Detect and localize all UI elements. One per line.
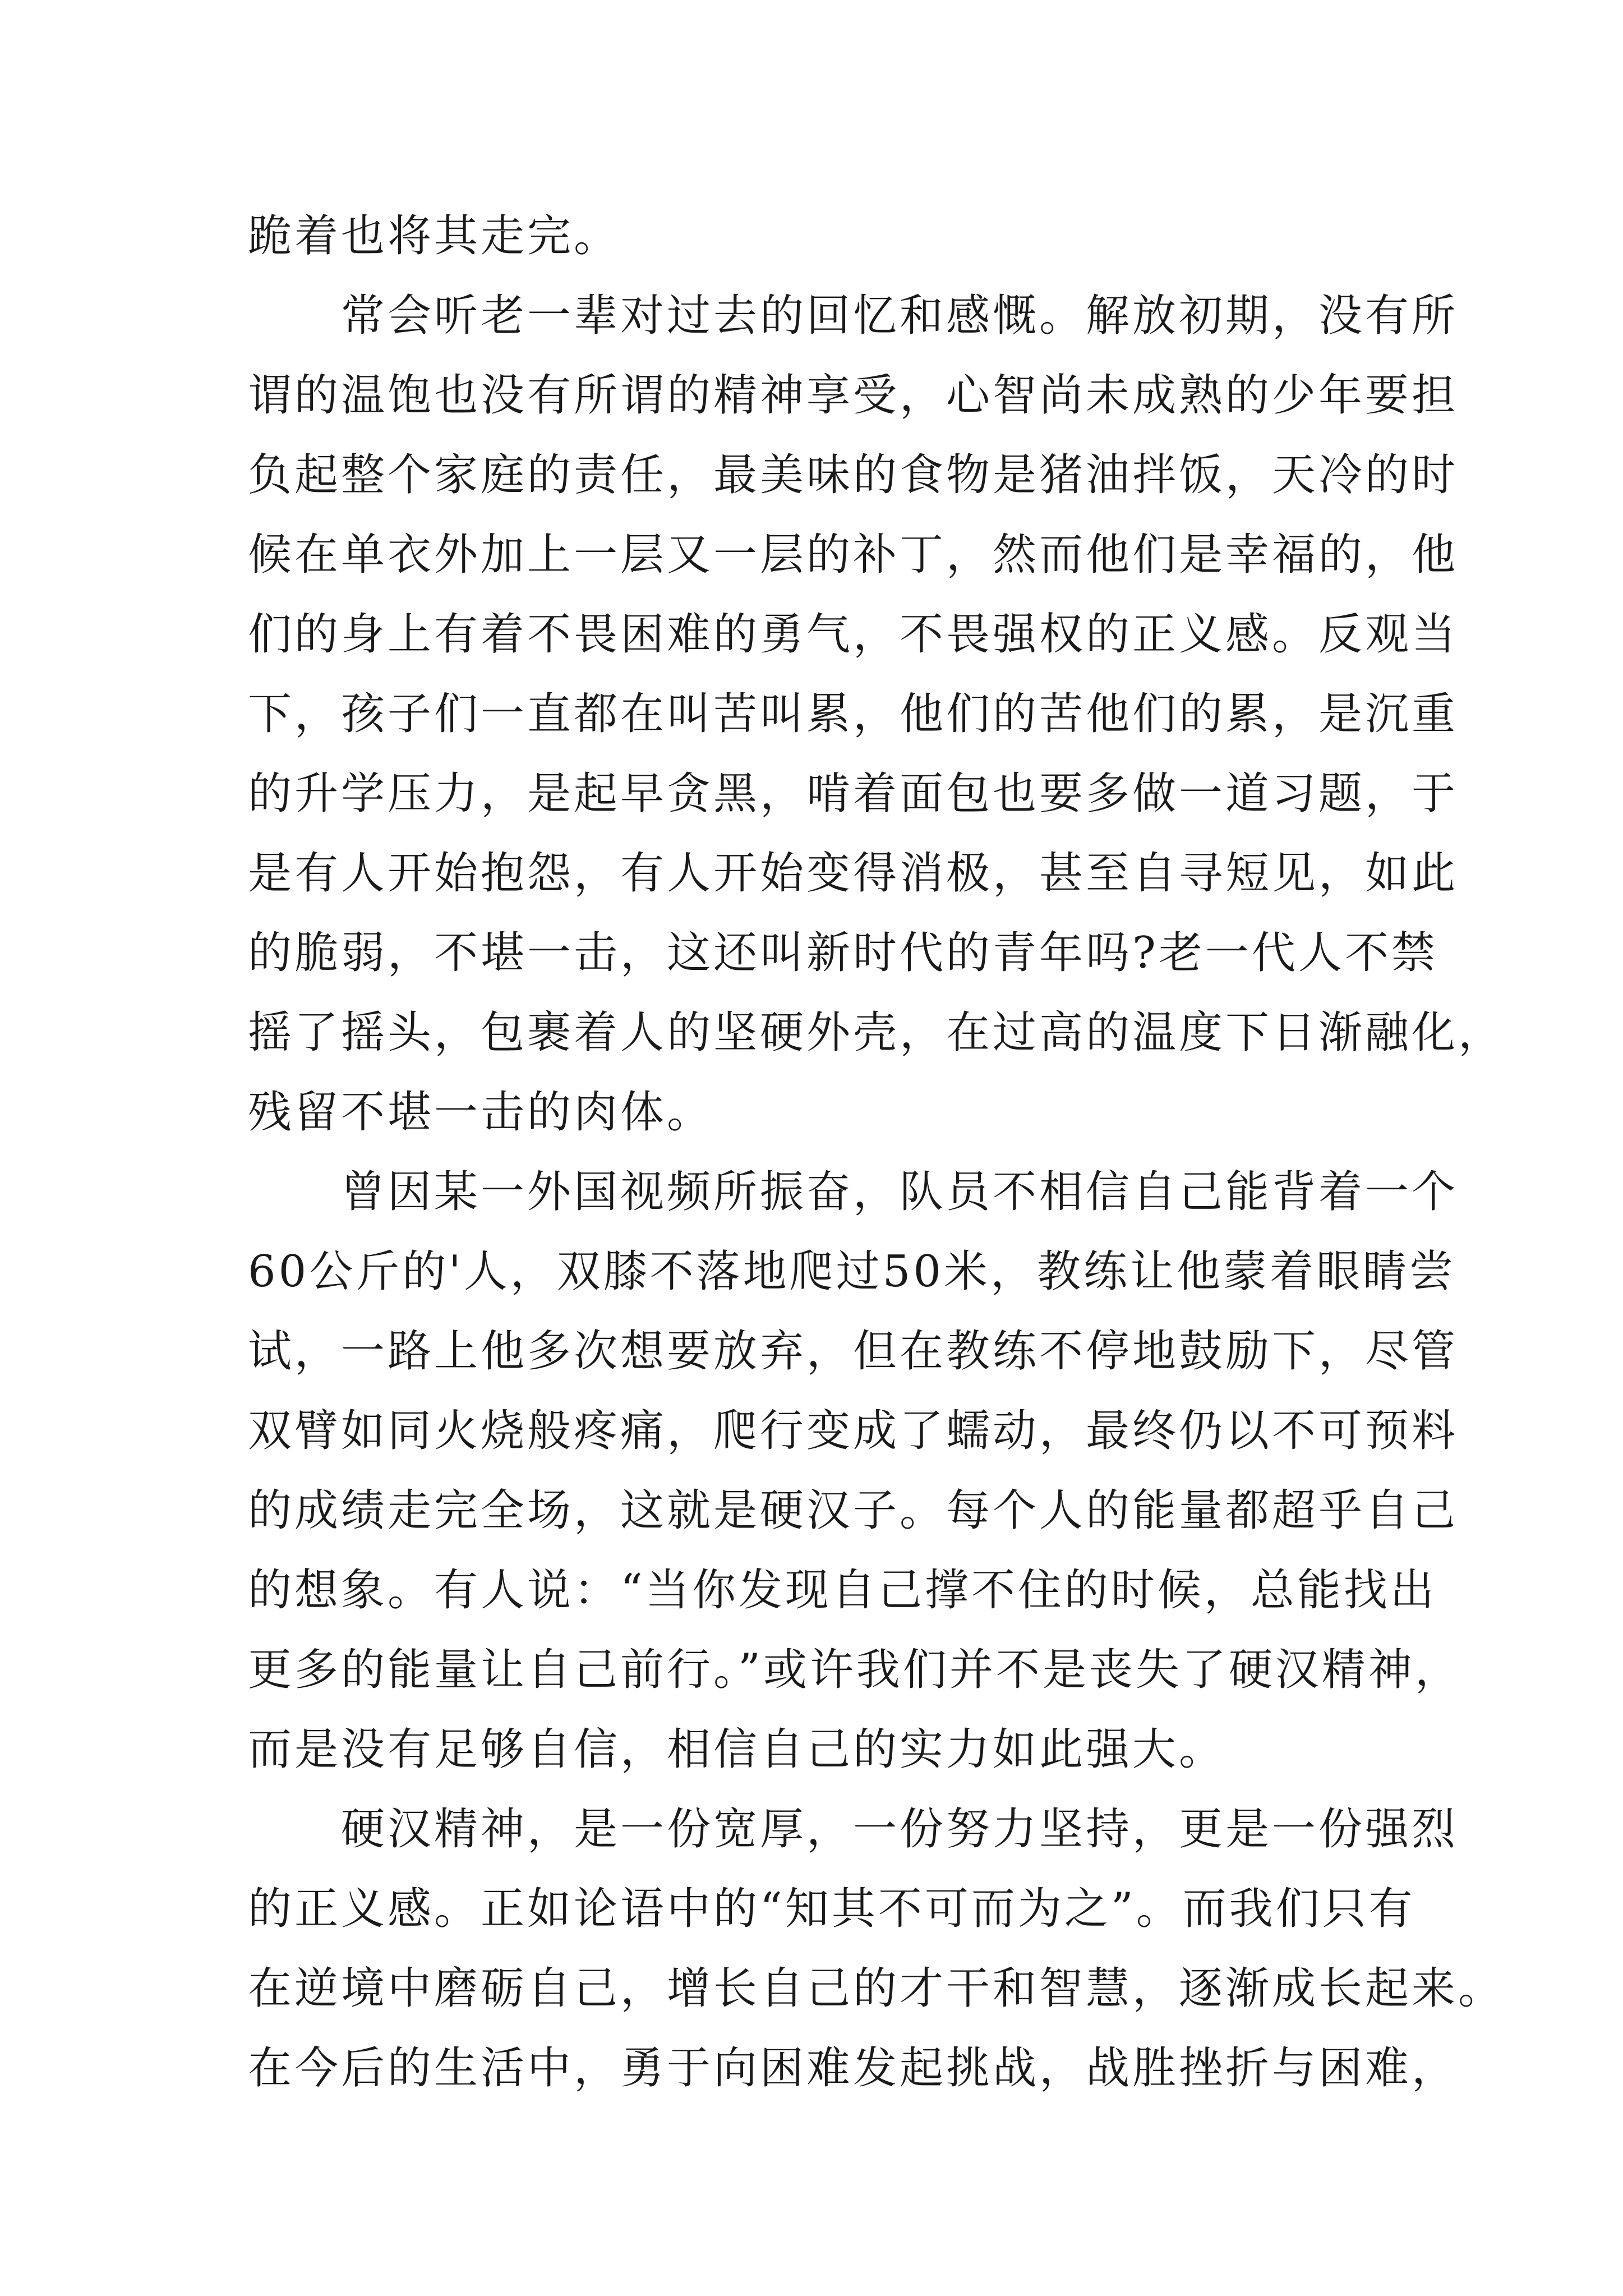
text-line: 而是没有足够自信，相信自己的实力如此强大。: [248, 1724, 1226, 1775]
text-line: 候在单衣外加上一层又一层的补丁，然而他们是幸福的，他: [248, 530, 1459, 580]
text-line: 摇了摇头，包裹着人的坚硬外壳，在过高的温度下日渐融化，: [248, 1007, 1505, 1058]
text-line: 60公斤的'人，双膝不落地爬过50米，教练让他蒙着眼睛尝: [248, 1246, 1456, 1297]
text-line: 谓的温饱也没有所谓的精神享受，心智尚未成熟的少年要担: [248, 370, 1459, 421]
text-line: 负起整个家庭的责任，最美味的食物是猪油拌饭，天冷的时: [248, 450, 1459, 500]
text-line: 下，孩子们一直都在叫苦叫累，他们的苦他们的累，是沉重: [248, 689, 1459, 739]
text-line: 的成绩走完全场，这就是硬汉子。每个人的能量都超乎自己: [248, 1485, 1459, 1536]
text-line: 试，一路上他多次想要放弃，但在教练不停地鼓励下，尽管: [248, 1326, 1459, 1377]
text-line: 双臂如同火烧般疼痛，爬行变成了蠕动，最终仍以不可预料: [248, 1406, 1459, 1456]
text-line: 的想象。有人说：“当你发现自己撑不住的时候，总能找出: [248, 1565, 1437, 1616]
text-line: 是有人开始抱怨，有人开始变得消极，甚至自寻短见，如此: [248, 848, 1459, 899]
text-line: 在逆境中磨砺自己，增长自己的才干和智慧，逐渐成长起来。: [248, 1963, 1505, 2014]
text-line: 们的身上有着不畏困难的勇气，不畏强权的正义感。反观当: [248, 609, 1459, 660]
text-line: 常会听老一辈对过去的回忆和感慨。解放初期，没有所: [248, 291, 1459, 341]
text-line: 的升学压力，是起早贪黑，啃着面包也要多做一道习题，于: [248, 769, 1459, 819]
text-line: 更多的能量让自己前行。”或许我们并不是丧失了硬汉精神，: [248, 1645, 1461, 1695]
document-body: [248, 196, 1505, 2108]
text-line: 的脆弱，不堪一击，这还叫新时代的青年吗?老一代人不禁: [248, 928, 1438, 978]
text-line: 的正义感。正如论语中的“知其不可而为之”。而我们只有: [248, 1884, 1415, 1934]
text-line: 硬汉精神，是一份宽厚，一份努力坚持，更是一份强烈: [248, 1804, 1459, 1855]
text-line: 跪着也将其走完。: [248, 211, 621, 261]
text-line: 在今后的生活中，勇于向困难发起挑战，战胜挫折与困难，: [248, 2043, 1459, 2093]
text-line: 残留不堪一击的肉体。: [248, 1087, 714, 1138]
text-line: 曾因某一外国视频所振奋，队员不相信自己能背着一个: [248, 1167, 1459, 1217]
